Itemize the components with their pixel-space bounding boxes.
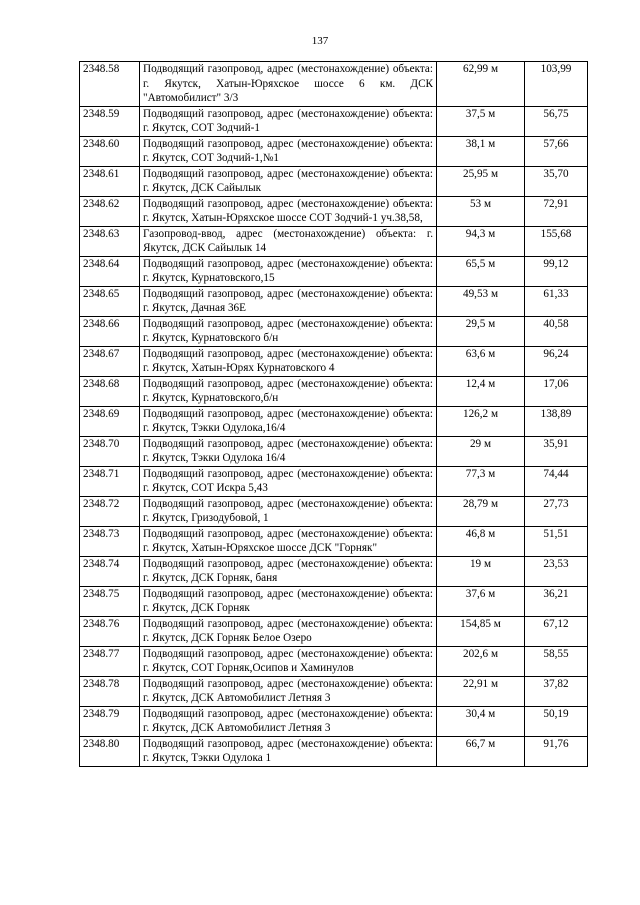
table-row bbox=[80, 436, 588, 466]
pipe-length: 62,99 м bbox=[437, 62, 525, 107]
pipe-length: 202,6 м bbox=[437, 646, 525, 676]
cost-value: 103,99 bbox=[525, 62, 588, 107]
cost-value: 50,19 bbox=[525, 706, 588, 736]
table-row bbox=[80, 646, 588, 676]
pipe-length: 154,85 м bbox=[437, 616, 525, 646]
row-number: 2348.63 bbox=[80, 226, 140, 256]
row-number: 2348.61 bbox=[80, 166, 140, 196]
object-description: Подводящий газопровод, адрес (местонахождение) объекта: г. Якутск, Дачная 36Е bbox=[140, 286, 437, 316]
row-number: 2348.59 bbox=[80, 106, 140, 136]
cost-value: 155,68 bbox=[525, 226, 588, 256]
pipe-length: 37,5 м bbox=[437, 106, 525, 136]
cost-value: 56,75 bbox=[525, 106, 588, 136]
row-number: 2348.58 bbox=[80, 62, 140, 107]
object-description: Подводящий газопровод, адрес (местонахождение) объекта: г. Якутск, Хатын-Юряхское шоссе ДСК "Горняк" bbox=[140, 526, 437, 556]
object-description: Подводящий газопровод, адрес (местонахождение) объекта: г. Якутск, СОТ Горняк,Осипов и Хаминулов bbox=[140, 646, 437, 676]
object-description: Подводящий газопровод, адрес (местонахождение) объекта: г. Якутск, ДСК Горняк Белое Озеро bbox=[140, 616, 437, 646]
table-row bbox=[80, 616, 588, 646]
cost-value: 58,55 bbox=[525, 646, 588, 676]
object-description: Подводящий газопровод, адрес (местонахождение) объекта: г. Якутск, Гризодубовой, 1 bbox=[140, 496, 437, 526]
table-row bbox=[80, 556, 588, 586]
pipe-length: 12,4 м bbox=[437, 376, 525, 406]
object-description: Подводящий газопровод, адрес (местонахождение) объекта: г. Якутск, ДСК Горняк, баня bbox=[140, 556, 437, 586]
object-description: Подводящий газопровод, адрес (местонахождение) объекта: г. Якутск, ДСК Автомобилист Летняя 3 bbox=[140, 676, 437, 706]
row-number: 2348.65 bbox=[80, 286, 140, 316]
object-description: Подводящий газопровод, адрес (местонахождение) объекта: г. Якутск, Хатын-Юряхское шоссе СОТ Зодчий-1 уч.38,58, bbox=[140, 196, 437, 226]
pipe-length: 19 м bbox=[437, 556, 525, 586]
table-row bbox=[80, 736, 588, 766]
object-description: Подводящий газопровод, адрес (местонахождение) объекта: г. Якутск, Хатын-Юряхское шоссе 6 км. ДСК "Автомобилист" 3/3 bbox=[140, 62, 437, 107]
pipe-length: 29 м bbox=[437, 436, 525, 466]
row-number: 2348.67 bbox=[80, 346, 140, 376]
cost-value: 51,51 bbox=[525, 526, 588, 556]
table-row bbox=[80, 346, 588, 376]
object-description: Подводящий газопровод, адрес (местонахождение) объекта: г. Якутск, СОТ Зодчий-1,№1 bbox=[140, 136, 437, 166]
row-number: 2348.72 bbox=[80, 496, 140, 526]
cost-value: 40,58 bbox=[525, 316, 588, 346]
row-number: 2348.69 bbox=[80, 406, 140, 436]
row-number: 2348.78 bbox=[80, 676, 140, 706]
object-description: Подводящий газопровод, адрес (местонахождение) объекта: г. Якутск, Курнатовского,б/н bbox=[140, 376, 437, 406]
table-row bbox=[80, 286, 588, 316]
cost-value: 96,24 bbox=[525, 346, 588, 376]
cost-value: 99,12 bbox=[525, 256, 588, 286]
object-description: Подводящий газопровод, адрес (местонахождение) объекта: г. Якутск, СОТ Искра 5,43 bbox=[140, 466, 437, 496]
cost-value: 36,21 bbox=[525, 586, 588, 616]
row-number: 2348.68 bbox=[80, 376, 140, 406]
pipe-length: 22,91 м bbox=[437, 676, 525, 706]
cost-value: 67,12 bbox=[525, 616, 588, 646]
table-row bbox=[80, 676, 588, 706]
row-number: 2348.70 bbox=[80, 436, 140, 466]
row-number: 2348.80 bbox=[80, 736, 140, 766]
table-row bbox=[80, 466, 588, 496]
row-number: 2348.74 bbox=[80, 556, 140, 586]
row-number: 2348.64 bbox=[80, 256, 140, 286]
object-description: Подводящий газопровод, адрес (местонахождение) объекта: г. Якутск, Хатын-Юрях Курнатовского 4 bbox=[140, 346, 437, 376]
row-number: 2348.66 bbox=[80, 316, 140, 346]
cost-value: 17,06 bbox=[525, 376, 588, 406]
table-row bbox=[80, 586, 588, 616]
cost-value: 35,70 bbox=[525, 166, 588, 196]
table-body bbox=[80, 62, 588, 767]
row-number: 2348.79 bbox=[80, 706, 140, 736]
table-row bbox=[80, 526, 588, 556]
table-row bbox=[80, 406, 588, 436]
pipe-length: 25,95 м bbox=[437, 166, 525, 196]
table-row bbox=[80, 196, 588, 226]
object-description: Подводящий газопровод, адрес (местонахождение) объекта: г. Якутск, Тэкки Одулока,16/4 bbox=[140, 406, 437, 436]
pipe-length: 66,7 м bbox=[437, 736, 525, 766]
object-description: Подводящий газопровод, адрес (местонахождение) объекта: г. Якутск, СОТ Зодчий-1 bbox=[140, 106, 437, 136]
pipe-length: 30,4 м bbox=[437, 706, 525, 736]
cost-value: 37,82 bbox=[525, 676, 588, 706]
pipe-length: 53 м bbox=[437, 196, 525, 226]
object-description: Подводящий газопровод, адрес (местонахождение) объекта: г. Якутск, Курнатовского б/н bbox=[140, 316, 437, 346]
cost-value: 91,76 bbox=[525, 736, 588, 766]
objects-table bbox=[79, 61, 588, 767]
table-row bbox=[80, 226, 588, 256]
table-row bbox=[80, 256, 588, 286]
row-number: 2348.75 bbox=[80, 586, 140, 616]
object-description: Подводящий газопровод, адрес (местонахождение) объекта: г. Якутск, ДСК Сайылык bbox=[140, 166, 437, 196]
object-description: Газопровод-ввод, адрес (местонахождение) объекта: г. Якутск, ДСК Сайылык 14 bbox=[140, 226, 437, 256]
row-number: 2348.62 bbox=[80, 196, 140, 226]
object-description: Подводящий газопровод, адрес (местонахождение) объекта: г. Якутск, ДСК Автомобилист Летняя 3 bbox=[140, 706, 437, 736]
cost-value: 74,44 bbox=[525, 466, 588, 496]
table-row bbox=[80, 62, 588, 107]
cost-value: 61,33 bbox=[525, 286, 588, 316]
table-row bbox=[80, 316, 588, 346]
pipe-length: 94,3 м bbox=[437, 226, 525, 256]
cost-value: 72,91 bbox=[525, 196, 588, 226]
pipe-length: 49,53 м bbox=[437, 286, 525, 316]
object-description: Подводящий газопровод, адрес (местонахождение) объекта: г. Якутск, Курнатовского,15 bbox=[140, 256, 437, 286]
pipe-length: 29,5 м bbox=[437, 316, 525, 346]
cost-value: 27,73 bbox=[525, 496, 588, 526]
pipe-length: 126,2 м bbox=[437, 406, 525, 436]
object-description: Подводящий газопровод, адрес (местонахождение) объекта: г. Якутск, ДСК Горняк bbox=[140, 586, 437, 616]
table-row bbox=[80, 136, 588, 166]
pipe-length: 38,1 м bbox=[437, 136, 525, 166]
table-row bbox=[80, 496, 588, 526]
cost-value: 138,89 bbox=[525, 406, 588, 436]
row-number: 2348.60 bbox=[80, 136, 140, 166]
row-number: 2348.71 bbox=[80, 466, 140, 496]
cost-value: 23,53 bbox=[525, 556, 588, 586]
table-row bbox=[80, 376, 588, 406]
object-description: Подводящий газопровод, адрес (местонахождение) объекта: г. Якутск, Тэкки Одулока 1 bbox=[140, 736, 437, 766]
table-row bbox=[80, 166, 588, 196]
table-row bbox=[80, 106, 588, 136]
pipe-length: 46,8 м bbox=[437, 526, 525, 556]
pipe-length: 28,79 м bbox=[437, 496, 525, 526]
row-number: 2348.73 bbox=[80, 526, 140, 556]
table-row bbox=[80, 706, 588, 736]
pipe-length: 65,5 м bbox=[437, 256, 525, 286]
cost-value: 57,66 bbox=[525, 136, 588, 166]
object-description: Подводящий газопровод, адрес (местонахождение) объекта: г. Якутск, Тэкки Одулока 16/4 bbox=[140, 436, 437, 466]
pipe-length: 77,3 м bbox=[437, 466, 525, 496]
row-number: 2348.76 bbox=[80, 616, 140, 646]
pipe-length: 37,6 м bbox=[437, 586, 525, 616]
cost-value: 35,91 bbox=[525, 436, 588, 466]
page-number: 137 bbox=[311, 35, 329, 47]
pipe-length: 63,6 м bbox=[437, 346, 525, 376]
row-number: 2348.77 bbox=[80, 646, 140, 676]
